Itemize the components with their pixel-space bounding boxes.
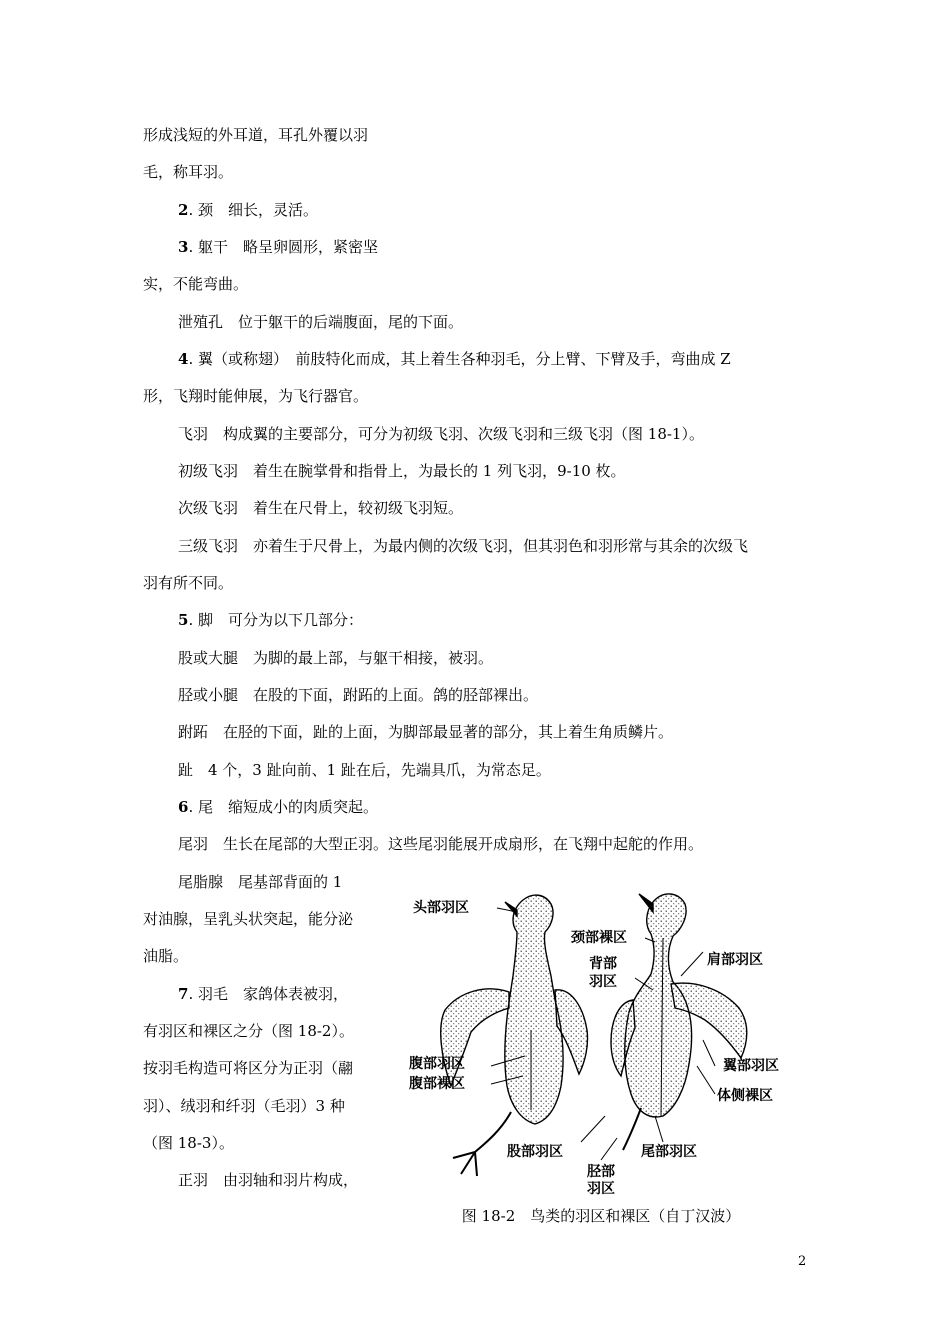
label-crural-1: 胫部 — [587, 1164, 615, 1180]
text-line: 有羽区和裸区之分（图 18-2）。 — [143, 1022, 354, 1040]
label-tail-tract: 尾部羽区 — [641, 1144, 697, 1160]
label-crural-2: 羽区 — [587, 1181, 615, 1197]
text-line: 形成浅短的外耳道，耳孔外覆以羽 — [143, 126, 369, 144]
text-line: 对油腺，呈乳头状突起，能分泌 — [143, 910, 354, 928]
section-number: 2 — [178, 201, 189, 219]
text-line: 正羽 由羽轴和羽片构成， — [178, 1171, 359, 1189]
section-heading — [178, 237, 378, 257]
text-line: 初级飞羽 着生在腕掌骨和指骨上，为最长的 1 列飞羽，9-10 枚。 — [178, 462, 626, 480]
label-wing-tract: 翼部羽区 — [723, 1058, 779, 1074]
text-line: 油脂。 — [143, 947, 189, 965]
text-line: 毛，称耳羽。 — [143, 163, 234, 181]
section-number: 4 — [178, 350, 189, 368]
section-heading — [178, 610, 363, 630]
label-femoral-tract: 股部羽区 — [507, 1144, 563, 1160]
text-line: . 尾 缩短成小的肉质突起。 — [188, 798, 378, 816]
text-line: 按羽毛构造可将区分为正羽（翮 — [143, 1059, 354, 1077]
text-line: 实，不能弯曲。 — [143, 275, 249, 293]
label-ventral-tract: 腹部羽区 — [409, 1056, 465, 1072]
text-line: 泄殖孔 位于躯干的后端腹面，尾的下面。 — [178, 313, 464, 331]
text-line: 尾羽 生长在尾部的大型正羽。这些尾羽能展开成扇形，在飞翔中起舵的作用。 — [178, 835, 704, 853]
text-line: 跗跖 在胫的下面，趾的上面，为脚部最显著的部分，其上着生角质鳞片。 — [178, 723, 674, 741]
text-line: . 翼（或称翅） 前肢特化而成，其上着生各种羽毛，分上臂、下臂及手，弯曲成 Z — [188, 350, 731, 368]
dorsal-view-bird — [611, 894, 747, 1150]
label-shoulder-tract: 肩部羽区 — [707, 952, 763, 968]
text-line: . 羽毛 家鸽体表被羽， — [188, 985, 348, 1003]
ventral-view-bird — [441, 894, 588, 1176]
section-heading — [178, 984, 348, 1004]
section-number: 5 — [178, 611, 189, 629]
label-neck-bare: 颈部裸区 — [571, 930, 627, 946]
text-line: 羽有所不同。 — [143, 574, 234, 592]
section-number: 3 — [178, 238, 189, 256]
label-lateral-bare: 体侧裸区 — [717, 1088, 773, 1104]
text-line: 羽）、绒羽和纤羽（毛羽）3 种 — [143, 1097, 345, 1115]
bird-feather-tracts-illustration — [405, 880, 797, 1200]
page-number: 2 — [798, 1254, 807, 1269]
text-line: 次级飞羽 着生在尺骨上，较初级飞羽短。 — [178, 499, 464, 517]
label-back-2: 羽区 — [589, 974, 617, 990]
text-line: 胫或小腿 在股的下面，跗跖的上面。鸽的胫部裸出。 — [178, 686, 539, 704]
pterylae-figure — [405, 880, 797, 1200]
figure-caption: 图 18-2 鸟类的羽区和裸区（自丁汉波） — [461, 1207, 741, 1225]
section-number: 6 — [178, 798, 189, 816]
text-line: 尾脂腺 尾基部背面的 1 — [178, 873, 343, 891]
text-line: . 脚 可分为以下几部分： — [188, 611, 363, 629]
text-line: 形，飞翔时能伸展，为飞行器官。 — [143, 387, 369, 405]
text-line: . 躯干 略呈卵圆形，紧密坚 — [188, 238, 378, 256]
text-line: 飞羽 构成翼的主要部分，可分为初级飞羽、次级飞羽和三级飞羽（图 18-1）。 — [178, 425, 704, 443]
section-heading — [178, 200, 318, 220]
section-number: 7 — [178, 985, 189, 1003]
section-heading — [178, 797, 378, 817]
text-line: 三级飞羽 亦着生于尺骨上，为最内侧的次级飞羽，但其羽色和羽形常与其余的次级飞 — [178, 537, 749, 555]
label-ventral-bare: 腹部裸区 — [409, 1076, 465, 1092]
text-line: （图 18-3）。 — [143, 1134, 234, 1152]
label-head-tract: 头部羽区 — [413, 900, 469, 916]
label-back-1: 背部 — [589, 956, 617, 972]
text-line: 趾 4 个，3 趾向前、1 趾在后，先端具爪，为常态足。 — [178, 761, 551, 779]
section-heading — [178, 349, 731, 369]
text-line: 股或大腿 为脚的最上部，与躯干相接，被羽。 — [178, 649, 494, 667]
text-line: . 颈 细长，灵活。 — [188, 201, 318, 219]
